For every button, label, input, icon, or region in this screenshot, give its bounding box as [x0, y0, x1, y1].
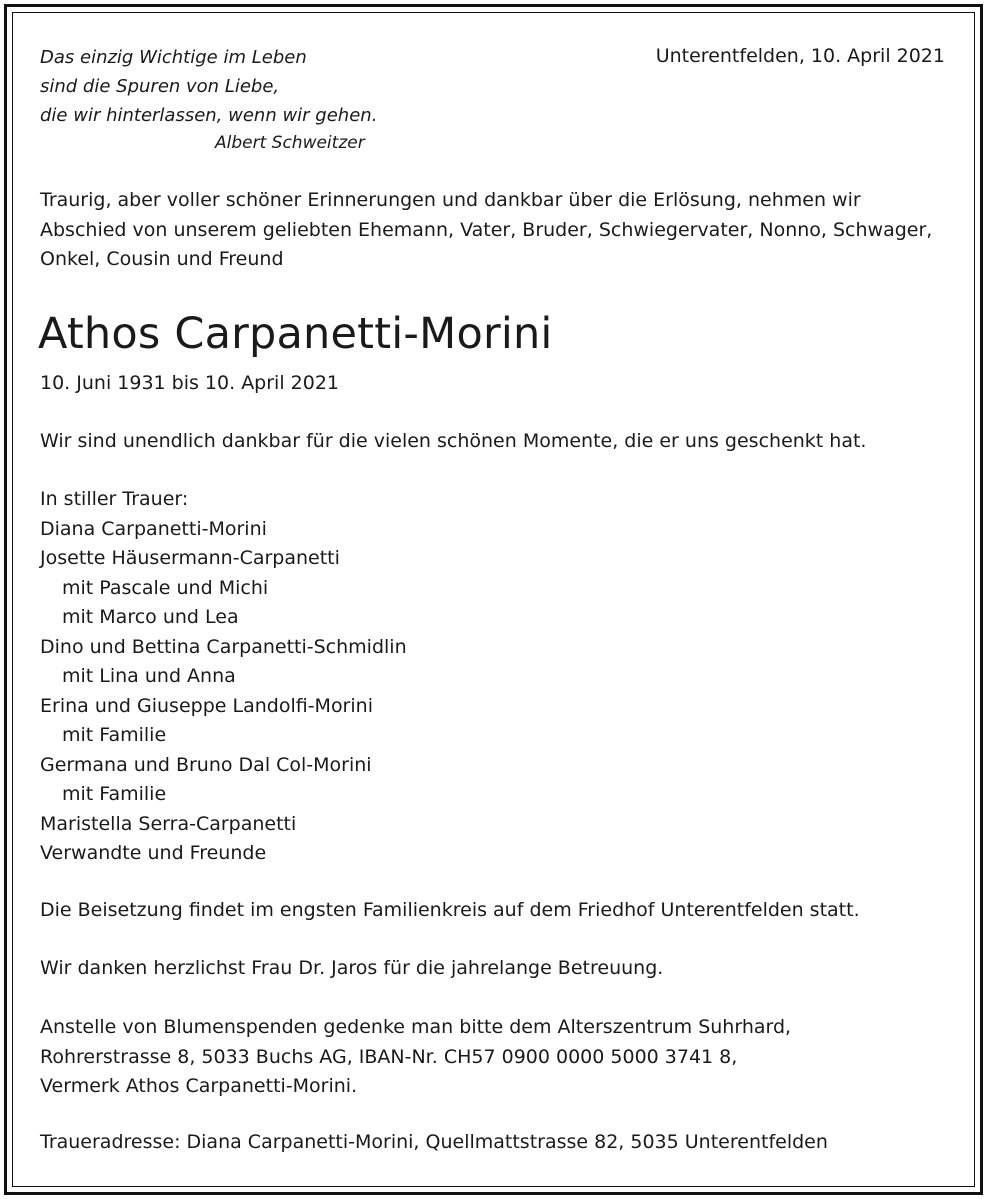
thanks-statement: Wir sind unendlich dankbar für die vielen schönen Momente, die er uns geschenkt hat.	[40, 430, 867, 452]
place-and-date: Unterentfelden, 10. April 2021	[655, 45, 945, 67]
burial-notice: Die Beisetzung findet im engsten Familienkreis auf dem Friedhof Unterentfelden statt.	[40, 899, 860, 921]
mourner-sub-entry: mit Lina und Anna	[62, 665, 236, 687]
quote-line: Das einzig Wichtige im Leben	[40, 47, 307, 68]
life-dates: 10. Juni 1931 bis 10. April 2021	[40, 372, 340, 394]
mourner-sub-entry: mit Familie	[62, 724, 167, 746]
mourner-entry: Diana Carpanetti-Morini	[40, 517, 267, 540]
quote-author: Albert Schweitzer	[215, 133, 365, 153]
mourner-entry: Josette Häusermann-Carpanetti	[40, 547, 340, 569]
donation-notice	[40, 1013, 791, 1102]
mourner-entry: Dino und Bettina Carpanetti-Schmidlin	[40, 635, 407, 658]
donation-line: Anstelle von Blumenspenden gedenke man bitte dem Alterszentrum Suhrhard,	[40, 1016, 792, 1038]
deceased-name: Athos Carpanetti-Morini	[38, 309, 553, 359]
mourner-entry: Verwandte und Freunde	[40, 842, 267, 864]
intro-paragraph	[40, 186, 950, 275]
mourning-address: Traueradresse: Diana Carpanetti-Morini, Quellmattstrasse 82, 5035 Unterentfelden	[40, 1131, 828, 1153]
quote-line: sind die Spuren von Liebe,	[40, 76, 280, 97]
mourner-entry: Maristella Serra-Carpanetti	[40, 812, 297, 835]
intro-line: Abschied von unserem geliebten Ehemann, Vater, Bruder, Schwiegervater, Nonno, Schwager,	[40, 218, 933, 241]
mourner-sub-entry: mit Familie	[62, 783, 167, 805]
epigraph-quote	[40, 43, 377, 157]
mourner-sub-entry: mit Pascale und Michi	[62, 576, 269, 599]
donation-line: Vermerk Athos Carpanetti-Morini.	[40, 1075, 358, 1097]
quote-line: die wir hinterlassen, wenn wir gehen.	[40, 105, 378, 126]
intro-line: Onkel, Cousin und Freund	[40, 248, 284, 270]
mourner-entry: Erina und Giuseppe Landolfi-Morini	[40, 694, 373, 717]
mourner-sub-entry: mit Marco und Lea	[62, 606, 239, 628]
donation-line: Rohrerstrasse 8, 5033 Buchs AG, IBAN-Nr. CH57 0900 0000 5000 3741 8,	[40, 1045, 738, 1068]
intro-line: Traurig, aber voller schöner Erinnerungen und dankbar über die Erlösung, nehmen wir	[40, 189, 861, 211]
mourners-list	[40, 485, 407, 869]
care-thanks: Wir danken herzlichst Frau Dr. Jaros für die jahrelange Betreuung.	[40, 957, 664, 979]
mourners-heading: In stiller Trauer:	[40, 488, 189, 510]
mourner-entry: Germana und Bruno Dal Col-Morini	[40, 753, 372, 776]
